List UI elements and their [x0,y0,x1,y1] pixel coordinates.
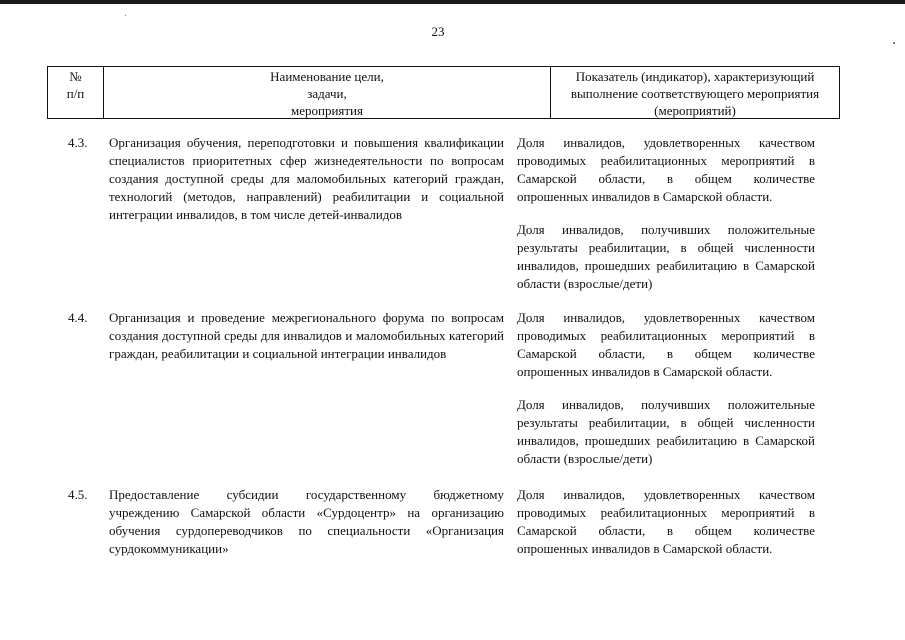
header-text: (мероприятий) [654,103,736,118]
indicator-text: Доля инвалидов, получивших положительные результаты реабилитации, в общей численности инвалидов, прошедших реабилитацию в Самарской области (взрослые/дети) [517,397,815,466]
header-cell-indicator [550,67,839,118]
row-number: 4.5. [68,487,88,502]
indicator-text: Доля инвалидов, удовлетворенных качеством проводимых реабилитационных мероприятий в Самарской области, в общем количестве опрошенных инвалидов в Самарской области. [517,487,815,556]
indicator-text: Доля инвалидов, удовлетворенных качеством проводимых реабилитационных мероприятий в Самарской области, в общем количестве опрошенных инвалидов в Самарской области. [517,135,815,204]
header-text: задачи, [307,86,347,101]
header-cell-name [103,67,550,118]
row-name: Предоставление субсидии государственному бюджетному учреждению Самарской области «Сурдоцентр» на организацию обучения сурдопереводчиков по специальности «Организация сурдокоммуникации» [109,487,504,556]
scan-speck [125,15,126,16]
row-name: Организация обучения, переподготовки и повышения квалификации специалистов приоритетных сфер жизнедеятельности по вопросам создания доступной среды для маломобильных категорий граждан, технологий (методов, направлений) реабилитации и социальной интеграции инвалидов, в том числе детей-инвалидов [109,135,504,222]
row-number: 4.3. [68,135,88,150]
header-text: Показатель (индикатор), характеризующий [575,69,815,84]
row-indicators [517,309,815,468]
header-text: выполнение соответствующего мероприятия [570,86,820,101]
row-number: 4.4. [68,310,88,325]
table-header [47,66,840,119]
indicator-text: Доля инвалидов, удовлетворенных качеством проводимых реабилитационных мероприятий в Самарской области, в общем количестве опрошенных инвалидов в Самарской области. [517,310,815,379]
row-name: Организация и проведение межрегионального форума по вопросам создания доступной среды для инвалидов и маломобильных категорий граждан, реабилитации и социальной интеграции инвалидов [109,310,504,361]
header-text: № [69,69,82,84]
header-text: п/п [66,86,85,101]
row-indicators [517,134,815,293]
page-number: 23 [431,24,445,39]
header-text: Наименование цели, [270,69,384,84]
scan-speck [893,42,895,44]
header-cell-number [48,67,103,118]
row-indicators [517,486,815,558]
top-scan-border [0,0,905,4]
header-text: мероприятия [290,103,363,118]
indicator-text: Доля инвалидов, получивших положительные результаты реабилитации, в общей численности инвалидов, прошедших реабилитацию в Самарской области (взрослые/дети) [517,222,815,291]
